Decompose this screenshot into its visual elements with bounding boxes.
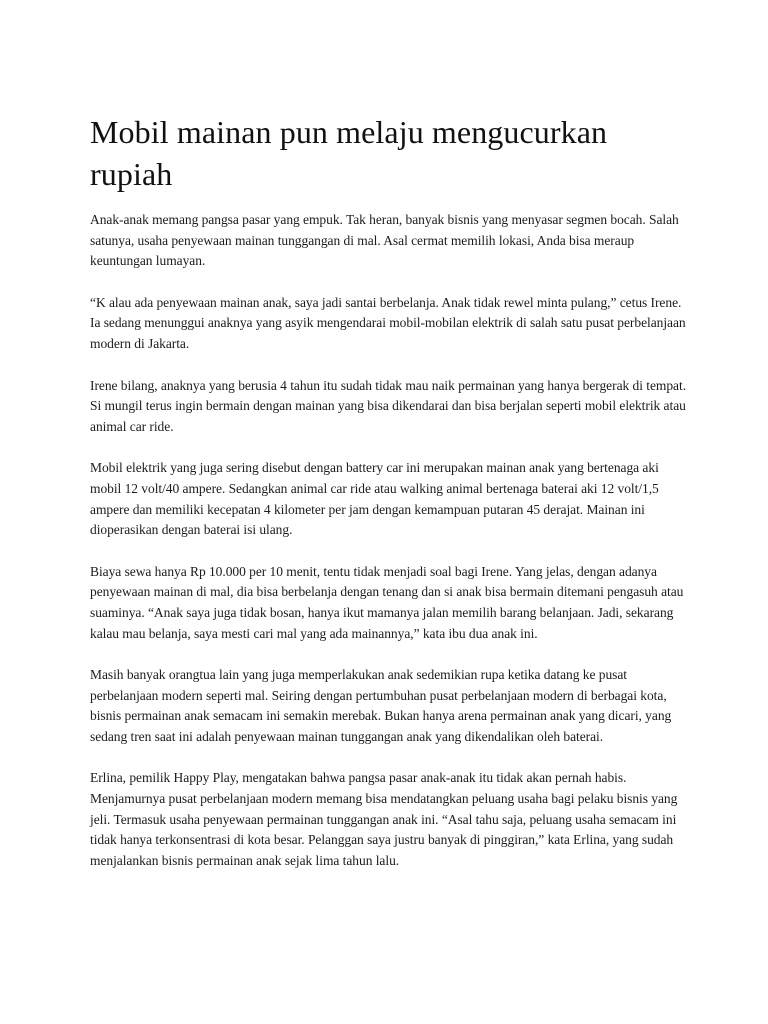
paragraph-3: Irene bilang, anaknya yang berusia 4 tahun itu sudah tidak mau naik permainan yang hanya bergerak di tempat. Si mungil terus ingin bermain dengan mainan yang bisa dikendarai dan bisa berjalan seperti mobil elektrik atau animal car ride.: [90, 377, 687, 434]
paragraph-2: “K alau ada penyewaan mainan anak, saya jadi santai berbelanja. Anak tidak rewel minta pulang,” cetus Irene. Ia sedang menunggui anaknya yang asyik mengendarai mobil-mobilan elektrik di salah satu pusat perbelanjaan modern di Jakarta.: [90, 294, 686, 351]
paragraph-6: Masih banyak orangtua lain yang juga memperlakukan anak sedemikian rupa ketika datang ke pusat perbelanjaan modern seperti mal. Seiring dengan pertumbuhan pusat perbelanjaan modern di berbagai kota, bisnis permainan anak semacam ini semakin merebak. Bukan hanya arena permainan anak yang dicari, yang sedang tren saat ini adalah penyewaan mainan tunggangan anak yang dikendalikan oleh baterai.: [90, 667, 672, 744]
article-body: [90, 210, 690, 871]
article-title: Mobil mainan pun melaju mengucurkan rupiah: [90, 114, 608, 192]
paragraph-5: Biaya sewa hanya Rp 10.000 per 10 menit, tentu tidak menjadi soal bagi Irene. Yang jelas, dengan adanya penyewaan mainan di mal, dia bisa berbelanja dengan tenang dan si anak bisa bermain ditemani pengasuh atau suaminya. “Anak saya juga tidak bosan, hanya ikut mamanya jalan memilih barang belanjaan. Jadi, sekarang kalau mau belanja, saya mesti cari mal yang ada mainannya,” kata ibu dua anak ini.: [90, 563, 684, 641]
paragraph-7: Erlina, pemilik Happy Play, mengatakan bahwa pangsa pasar anak-anak itu tidak akan pernah habis. Menjamurnya pusat perbelanjaan modern memang bisa mendatangkan peluang usaha bagi pelaku bisnis yang jeli. Termasuk usaha penyewaan permainan tunggangan anak ini. “Asal tahu saja, peluang usaha semacam ini tidak hanya terkonsentrasi di kota besar. Pelanggan saya justru banyak di pinggiran,” kata Erlina, yang sudah menjalankan bisnis permainan anak sejak lima tahun lalu.: [90, 770, 678, 868]
paragraph-1: Anak-anak memang pangsa pasar yang empuk. Tak heran, banyak bisnis yang menyasar segmen bocah. Salah satunya, usaha penyewaan mainan tunggangan di mal. Asal cermat memilih lokasi, Anda bisa meraup keuntungan lumayan.: [90, 212, 679, 269]
article: [90, 111, 690, 892]
paragraph-4: Mobil elektrik yang juga sering disebut dengan battery car ini merupakan mainan anak yang bertenaga aki mobil 12 volt/40 ampere. Sedangkan animal car ride atau walking animal bertenaga baterai aki 12 volt/1,5 ampere dan memiliki kecepatan 4 kilometer per jam dengan kemampuan putaran 45 derajat. Mainan ini dioperasikan dengan baterai isi ulang.: [90, 460, 659, 538]
